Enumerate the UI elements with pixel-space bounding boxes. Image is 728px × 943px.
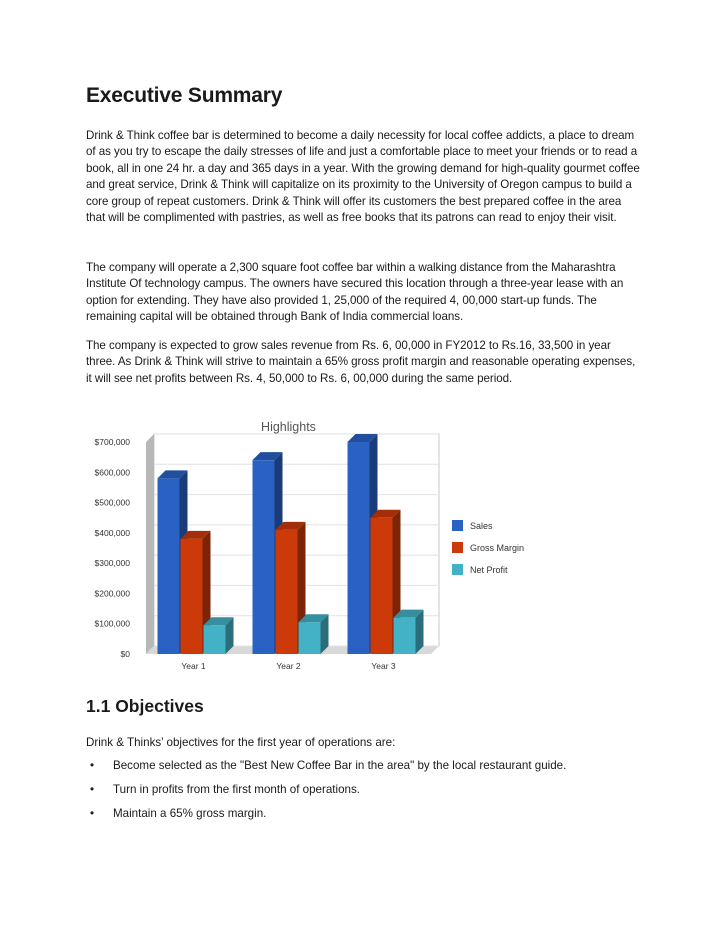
y-tick-label: $300,000 (94, 558, 130, 569)
chart-side-wall (146, 434, 154, 654)
objectives-list (86, 758, 566, 830)
y-tick-label: $400,000 (94, 527, 130, 538)
x-tick-label: Year 2 (276, 661, 301, 671)
list-item (86, 758, 566, 782)
bar (348, 442, 370, 654)
objectives-heading: 1.1 Objectives (86, 696, 204, 716)
bar (299, 622, 321, 654)
highlights-chart (86, 412, 556, 680)
bar (276, 530, 298, 654)
bar (394, 618, 416, 654)
y-tick-label: $0 (120, 649, 130, 659)
objective-text: Turn in profits from the first month of operations. (113, 783, 361, 796)
summary-paragraph-2: The company will operate a 2,300 square foot coffee bar within a walking distance from the Maharashtra Institute Of technology campus. The owners have secured this location through a three-year lease with an option for extending. They have also provided 1, 25,000 of the required 4, 00,000 start-up funds. The remaining capital will be obtained through Bank of India commercial loans. (86, 261, 624, 324)
bar (371, 518, 393, 654)
bar (204, 625, 226, 654)
list-item (86, 806, 566, 830)
summary-paragraph-3: The company is expected to grow sales revenue from Rs. 6, 00,000 in FY2012 to Rs.16, 33,500 in year three. As Drink & Think will strive to maintain a 65% gross profit margin and reasonable operating expenses, it will see net profits between Rs. 4, 50,000 to Rs. 6, 00,000 during the same period. (86, 339, 636, 385)
legend-swatch (452, 542, 463, 553)
x-tick-label: Year 1 (181, 661, 206, 671)
list-item (86, 782, 566, 806)
bar (158, 478, 180, 654)
summary-paragraph-1: Drink & Think coffee bar is determined to become a daily necessity for local coffee addicts, a place to dream of as you try to escape the daily stresses of life and just a comfortable place to meet your friends or to read a book, all in one 24 hr. a day and 365 days in a year. With the growing demand for high-quality gourmet coffee and great service, Drink & Think will capitalize on its proximity to the University of Oregon campus to build a core group of repeat customers. Drink & Think will offer its customers the best prepared coffee in the area that will be complimented with pastries, as well as free books that its patrons can read to enjoy their visit. (86, 129, 640, 225)
objectives-intro: Drink & Thinks’ objectives for the first year of operations are: (86, 736, 396, 749)
bullet-icon: • (90, 759, 95, 772)
bullet-icon: • (90, 807, 95, 820)
y-tick-label: $700,000 (94, 437, 130, 447)
objective-text: Become selected as the "Best New Coffee Bar in the area" by the local restaurant guide. (113, 759, 567, 772)
legend-swatch (452, 520, 463, 531)
bar (181, 539, 203, 654)
bar (253, 460, 275, 654)
y-tick-label: $600,000 (94, 467, 130, 478)
chart-title: Highlights (261, 420, 316, 434)
bullet-icon: • (90, 783, 95, 796)
y-tick-label: $100,000 (94, 618, 130, 629)
legend-swatch (452, 564, 463, 575)
legend-label: Sales (470, 521, 493, 531)
page-title: Executive Summary (86, 84, 283, 107)
y-tick-label: $500,000 (94, 497, 130, 508)
objective-text: Maintain a 65% gross margin. (113, 807, 267, 820)
legend-label: Gross Margin (470, 543, 525, 553)
x-tick-label: Year 3 (371, 661, 396, 671)
y-tick-label: $200,000 (94, 588, 130, 599)
legend-label: Net Profit (470, 565, 508, 575)
